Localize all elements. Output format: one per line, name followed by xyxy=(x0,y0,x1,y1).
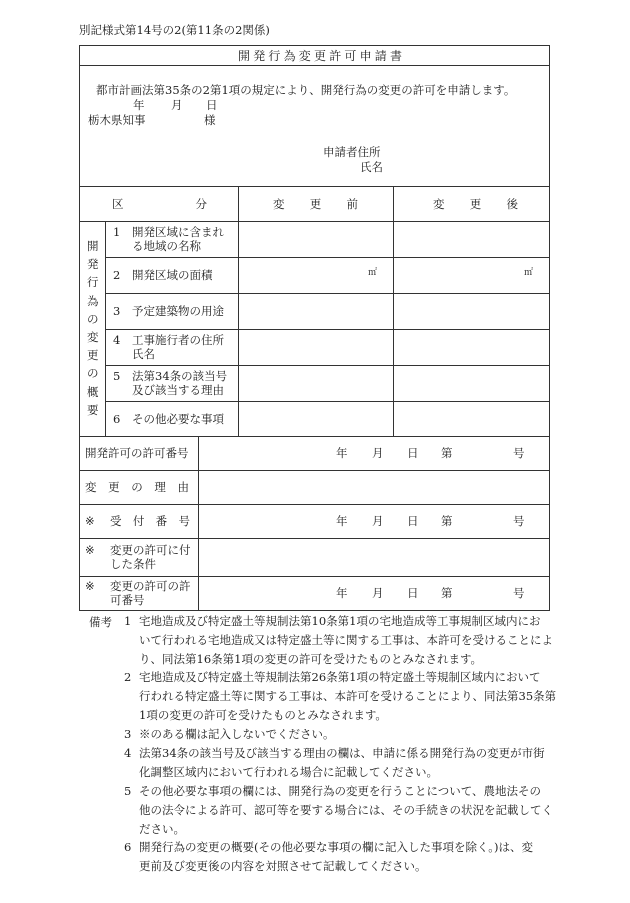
title-divider xyxy=(80,65,549,66)
intro-divider xyxy=(80,186,549,187)
receipt-number-label: 受 付 番 号 xyxy=(110,514,190,528)
area-unit-after: ㎡ xyxy=(524,268,534,278)
date-year-label: 年 xyxy=(133,98,145,112)
permit-month: 月 xyxy=(372,446,384,460)
conditions-mark: ※ xyxy=(85,543,95,557)
note-1-text: 宅地造成及び特定盛土等規制法第10条第1項の宅地造成等工事規制区域内にお いて行われる宅地造成又は特定盛土等に関する工事は、本許可を受けることによ り、同法第16条第1項の変更の許可を受けたものとみなされます。 xyxy=(139,614,553,666)
header-after: 変 更 後 xyxy=(433,197,518,211)
header-category: 区 分 xyxy=(112,197,207,211)
area-unit-before: ㎡ xyxy=(368,268,378,278)
form-reference: 別記様式第14号の2(第11条の2関係) xyxy=(79,23,270,37)
permit-go: 号 xyxy=(513,446,525,460)
date-day-label: 日 xyxy=(206,98,218,112)
header-divider xyxy=(80,221,549,222)
row-6-label: その他必要な事項 xyxy=(132,412,224,426)
note-3-text: ※のある欄は記入しないでください。 xyxy=(139,727,335,741)
row-1-num: 1 xyxy=(113,225,121,239)
note-2-text: 宅地造成及び特定盛土等規制法第26条第1項の特定盛土等規制区域内において 行われる特定盛土等に関する工事は、本許可を受けることにより、同法第35条第 1項の変更の許可を受けたものとみなされます。 xyxy=(139,670,557,722)
permit-year: 年 xyxy=(336,446,348,460)
row-4-num: 4 xyxy=(113,333,121,347)
note-4-num: 4 xyxy=(124,746,132,760)
row-6-num: 6 xyxy=(113,412,121,426)
form-title: 開発行為変更許可申請書 xyxy=(238,49,406,63)
applicant-address-label: 申請者住所 xyxy=(323,145,381,159)
application-form xyxy=(79,45,550,611)
change-permit-dai: 第 xyxy=(441,586,453,600)
row-4-label: 工事施行者の住所 氏名 xyxy=(132,333,224,361)
applicant-name-label: 氏名 xyxy=(360,160,383,174)
remarks-label: 備考 xyxy=(89,615,112,629)
note-5-text: その他必要な事項の欄には、開発行為の変更を行うことについて、農地法その 他の法令による許可、認可等を要する場合には、その手続きの状況を記載してく ださい。 xyxy=(139,784,553,836)
note-5-num: 5 xyxy=(124,784,132,798)
note-2-num: 2 xyxy=(124,670,132,684)
row-3-label: 予定建築物の用途 xyxy=(132,304,224,318)
change-permit-mark: ※ xyxy=(85,579,95,593)
permit-number-label: 開発許可の許可番号 xyxy=(85,446,189,460)
row-2-label: 開発区域の面積 xyxy=(132,268,213,282)
note-4-text: 法第34条の該当号及び該当する理由の欄は、申請に係る開発行為の変更が市街 化調整区域内において行われる場合に記載してください。 xyxy=(139,746,545,779)
conditions-label: 変更の許可に付 した条件 xyxy=(110,543,191,571)
change-reason-label: 変 更 の 理 由 xyxy=(85,480,189,494)
date-month-label: 月 xyxy=(171,98,183,112)
permit-day: 日 xyxy=(407,446,419,460)
row-3-num: 3 xyxy=(113,304,121,318)
change-permit-day: 日 xyxy=(407,586,419,600)
receipt-day: 日 xyxy=(407,514,419,528)
permit-dai: 第 xyxy=(441,446,453,460)
change-permit-year: 年 xyxy=(336,586,348,600)
receipt-go: 号 xyxy=(513,514,525,528)
receipt-year: 年 xyxy=(336,514,348,528)
row-5-label: 法第34条の該当号 及び該当する理由 xyxy=(132,369,228,397)
receipt-dai: 第 xyxy=(441,514,453,528)
note-1-num: 1 xyxy=(124,614,132,628)
header-before: 変 更 前 xyxy=(273,197,358,211)
addressee: 栃木県知事 xyxy=(88,113,146,127)
row-2-num: 2 xyxy=(113,268,121,282)
change-permit-number-label: 変更の許可の許 可番号 xyxy=(110,579,191,607)
receipt-mark: ※ xyxy=(85,514,95,528)
intro-statement: 都市計画法第35条の2第1項の規定により、開発行為の変更の許可を申請します。 xyxy=(96,83,516,97)
honorific: 様 xyxy=(204,113,216,127)
note-6-num: 6 xyxy=(124,840,132,854)
outline-vertical-label: 開 発 行 為 の 変 更 の 概 要 xyxy=(87,239,99,417)
row-5-num: 5 xyxy=(113,369,121,383)
note-3-num: 3 xyxy=(124,727,132,741)
receipt-month: 月 xyxy=(372,514,384,528)
change-permit-month: 月 xyxy=(372,586,384,600)
change-permit-go: 号 xyxy=(513,586,525,600)
note-6-text: 開発行為の変更の概要(その他必要な事項の欄に記入した事項を除く。)は、変 更前及び変更後の内容を対照させて記載してください。 xyxy=(139,840,533,873)
row-1-label: 開発区域に含まれ る地域の名称 xyxy=(132,225,224,253)
